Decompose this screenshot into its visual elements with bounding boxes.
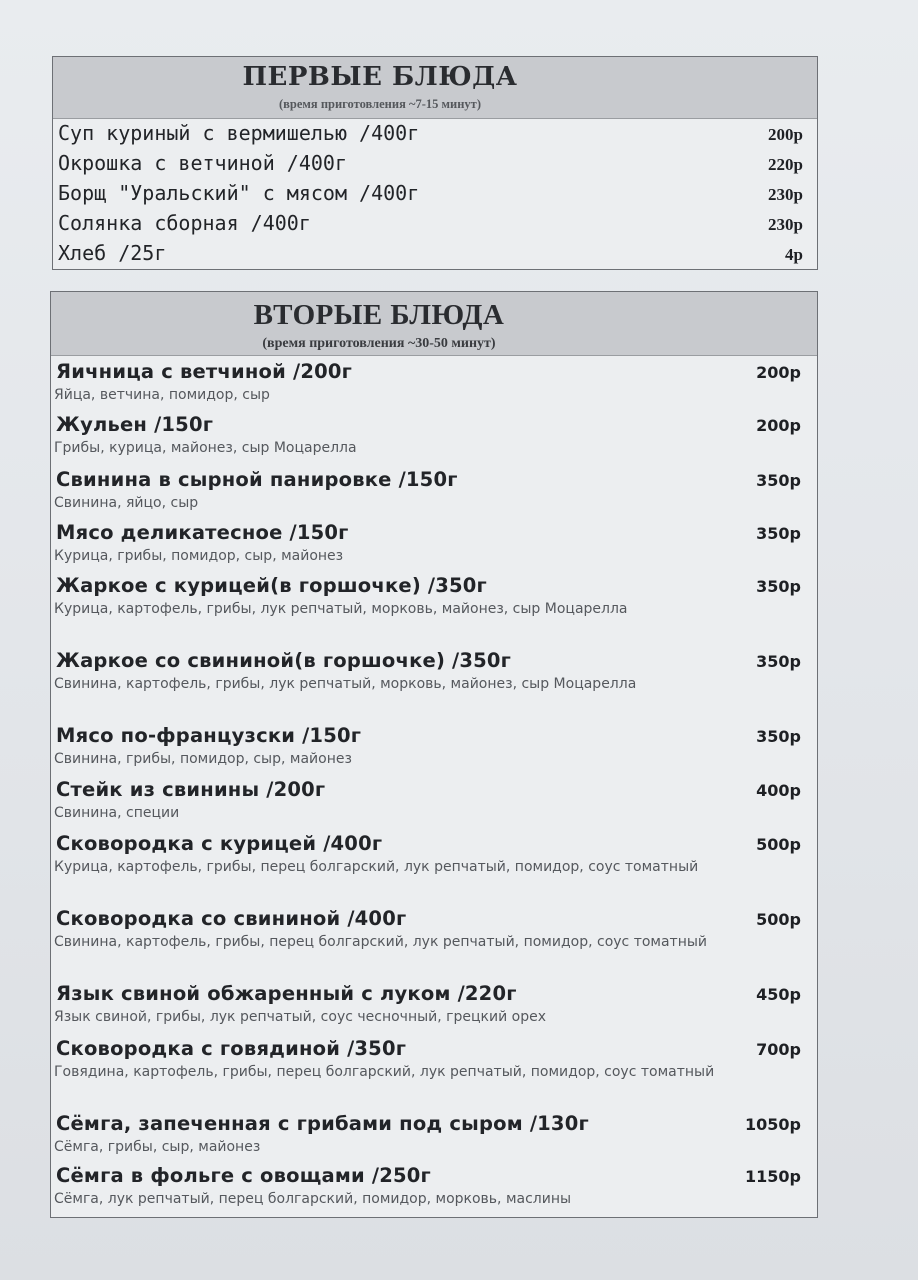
item-name: Свинина в сырной панировке /150г <box>56 468 458 491</box>
second-courses-title: ВТОРЫЕ БЛЮДА <box>253 299 505 331</box>
item-price: 350р <box>756 727 801 746</box>
item-name: Сковородка с курицей /400г <box>56 832 383 855</box>
item-description: Курица, картофель, грибы, перец болгарский, лук репчатый, помидор, соус томатный <box>54 859 699 875</box>
item-name: Жаркое со свининой(в горшочке) /350г <box>56 649 512 672</box>
item-name: Окрошка с ветчиной /400г <box>58 151 347 175</box>
item-price: 350р <box>756 471 801 490</box>
item-name: Суп куриный с вермишелью /400г <box>58 121 420 145</box>
item-description: Язык свиной, грибы, лук репчатый, соус чесночный, грецкий орех <box>54 1009 546 1025</box>
item-description: Свинина, яйцо, сыр <box>54 495 199 511</box>
second-courses-header <box>51 292 817 356</box>
item-description: Свинина, грибы, помидор, сыр, майонез <box>54 751 352 767</box>
item-description: Грибы, курица, майонез, сыр Моцарелла <box>54 440 357 456</box>
item-name: Жаркое с курицей(в горшочке) /350г <box>56 574 487 597</box>
item-name: Жульен /150г <box>56 413 214 436</box>
item-name: Солянка сборная /400г <box>58 211 311 235</box>
item-price: 1150р <box>745 1167 801 1186</box>
item-name: Мясо по-французски /150г <box>56 724 362 747</box>
item-name: Сковородка со свининой /400г <box>56 907 407 930</box>
item-price: 350р <box>756 577 801 596</box>
item-name: Яичница с ветчиной /200г <box>56 360 353 383</box>
first-courses-header <box>53 57 817 119</box>
item-price: 400р <box>756 781 801 800</box>
item-name: Мясо деликатесное /150г <box>56 521 349 544</box>
first-courses-subtitle: (время приготовления ~7-15 минут) <box>279 97 481 111</box>
item-name: Стейк из свинины /200г <box>56 778 326 801</box>
item-price: 220р <box>768 155 803 174</box>
item-name: Сковородка с говядиной /350г <box>56 1037 407 1060</box>
item-price: 200р <box>768 125 803 144</box>
item-price: 350р <box>756 524 801 543</box>
item-price: 700р <box>756 1040 801 1059</box>
second-courses-section <box>50 291 818 1218</box>
item-description: Сёмга, лук репчатый, перец болгарский, помидор, морковь, маслины <box>54 1191 572 1207</box>
item-price: 230р <box>768 215 803 234</box>
item-description: Свинина, картофель, грибы, перец болгарский, лук репчатый, помидор, соус томатный <box>54 934 708 950</box>
item-price: 500р <box>756 835 801 854</box>
item-price: 350р <box>756 652 801 671</box>
item-price: 200р <box>756 416 801 435</box>
item-name: Борщ "Уральский" с мясом /400г <box>58 181 420 205</box>
item-price: 200р <box>756 363 801 382</box>
item-description: Яйца, ветчина, помидор, сыр <box>54 387 270 403</box>
item-name: Сёмга в фольге с овощами /250г <box>56 1164 431 1187</box>
item-description: Говядина, картофель, грибы, перец болгарский, лук репчатый, помидор, соус томатный <box>54 1064 715 1080</box>
item-description: Сёмга, грибы, сыр, майонез <box>54 1139 261 1155</box>
item-price: 500р <box>756 910 801 929</box>
first-courses-title: ПЕРВЫЕ БЛЮДА <box>242 62 518 92</box>
item-description: Свинина, картофель, грибы, лук репчатый, морковь, майонез, сыр Моцарелла <box>54 676 637 692</box>
item-name: Хлеб /25г <box>58 241 167 265</box>
item-description: Курица, грибы, помидор, сыр, майонез <box>54 548 344 564</box>
item-price: 450р <box>756 985 801 1004</box>
item-description: Свинина, специи <box>54 805 180 821</box>
item-description: Курица, картофель, грибы, лук репчатый, морковь, майонез, сыр Моцарелла <box>54 601 628 617</box>
item-name: Сёмга, запеченная с грибами под сыром /130г <box>56 1112 589 1135</box>
first-courses-section <box>52 56 818 270</box>
item-price: 230р <box>768 185 803 204</box>
item-name: Язык свиной обжаренный с луком /220г <box>56 982 517 1005</box>
item-price: 1050р <box>745 1115 801 1134</box>
second-courses-subtitle: (время приготовления ~30-50 минут) <box>262 336 496 351</box>
item-price: 4р <box>785 245 803 264</box>
